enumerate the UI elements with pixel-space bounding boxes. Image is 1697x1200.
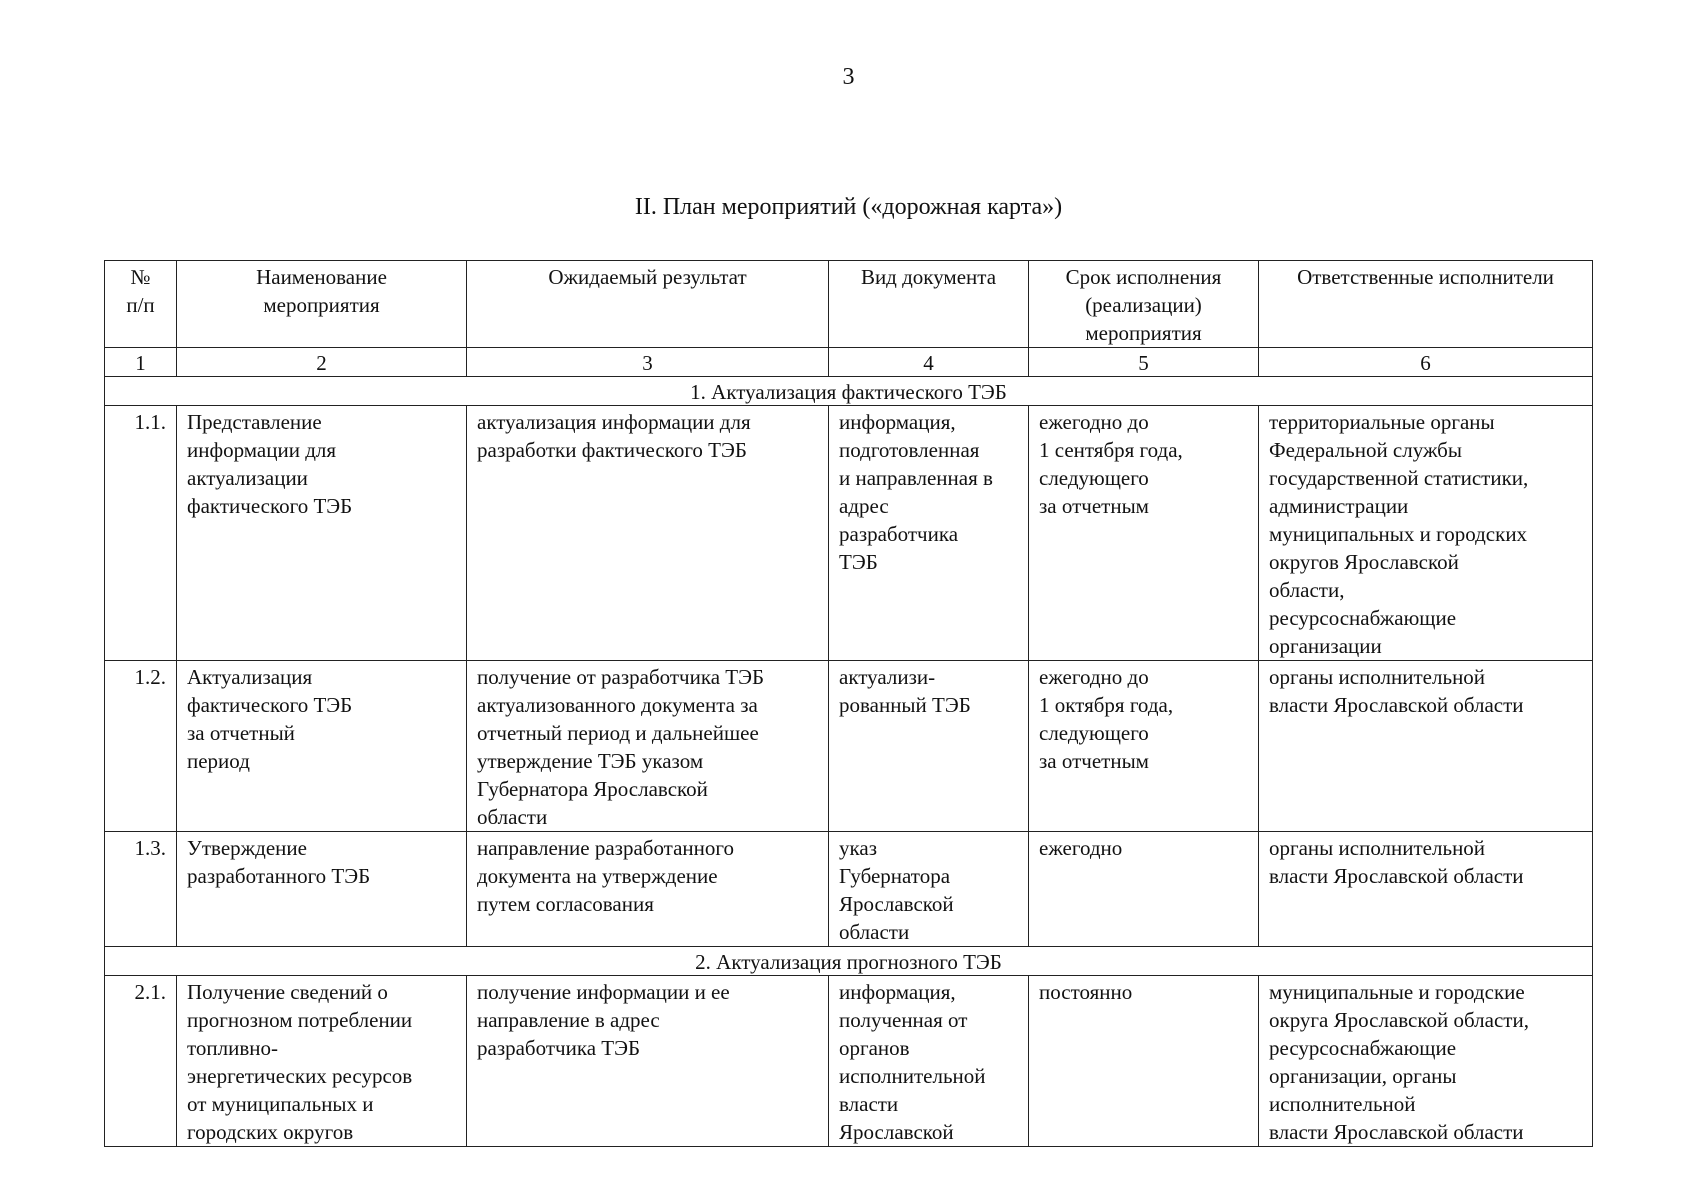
column-number-row [105,348,1593,377]
roadmap-table [104,260,1593,1147]
deadline: ежегодно до 1 октября года, следующего за отчетным [1029,661,1259,832]
header-deadline: Срок исполнения (реализации) мероприятия [1029,261,1259,348]
expected-result: направление разработанного документа на утверждение путем согласования [467,832,829,947]
table-row [105,976,1593,1147]
section-row [105,947,1593,976]
column-number: 1 [105,348,177,377]
table-row [105,832,1593,947]
document-type: указ Губернатора Ярославской области [829,832,1029,947]
row-number: 1.3. [105,832,177,947]
expected-result: получение от разработчика ТЭБ актуализованного документа за отчетный период и дальнейшее утверждение ТЭБ указом Губернатора Ярославской области [467,661,829,832]
deadline: постоянно [1029,976,1259,1147]
responsible: органы исполнительной власти Ярославской области [1259,832,1593,947]
document-type: актуализи- рованный ТЭБ [829,661,1029,832]
responsible: территориальные органы Федеральной службы государственной статистики, администрации муниципальных и городских округов Ярославской области, ресурсоснабжающие организации [1259,406,1593,661]
responsible: муниципальные и городские округа Ярославской области, ресурсоснабжающие организации, органы исполнительной власти Ярославской области [1259,976,1593,1147]
row-number: 2.1. [105,976,177,1147]
column-number: 3 [467,348,829,377]
document-title: II. План мероприятий («дорожная карта») [634,194,1063,220]
section-title: 1. Актуализация фактического ТЭБ [105,377,1593,406]
column-number: 2 [177,348,467,377]
section-title: 2. Актуализация прогнозного ТЭБ [105,947,1593,976]
responsible: органы исполнительной власти Ярославской области [1259,661,1593,832]
deadline: ежегодно [1029,832,1259,947]
document-type: информация, подготовленная и направленная в адрес разработчика ТЭБ [829,406,1029,661]
expected-result: получение информации и ее направление в адрес разработчика ТЭБ [467,976,829,1147]
column-number: 5 [1029,348,1259,377]
row-number: 1.2. [105,661,177,832]
section-row [105,377,1593,406]
activity-name: Актуализация фактического ТЭБ за отчетный период [177,661,467,832]
document-type: информация, полученная от органов исполнительной власти Ярославской [829,976,1029,1147]
header-responsible: Ответственные исполнители [1259,261,1593,348]
table-header-row [105,261,1593,348]
expected-result: актуализация информации для разработки фактического ТЭБ [467,406,829,661]
column-number: 6 [1259,348,1593,377]
page-number: 3 [842,64,855,90]
column-number: 4 [829,348,1029,377]
header-number: № п/п [105,261,177,348]
activity-name: Утверждение разработанного ТЭБ [177,832,467,947]
row-number: 1.1. [105,406,177,661]
header-name: Наименование мероприятия [177,261,467,348]
table-row [105,406,1593,661]
table-row [105,661,1593,832]
activity-name: Представление информации для актуализации фактического ТЭБ [177,406,467,661]
activity-name: Получение сведений о прогнозном потреблении топливно- энергетических ресурсов от муниципальных и городских округов [177,976,467,1147]
header-doc-type: Вид документа [829,261,1029,348]
header-result: Ожидаемый результат [467,261,829,348]
deadline: ежегодно до 1 сентября года, следующего за отчетным [1029,406,1259,661]
